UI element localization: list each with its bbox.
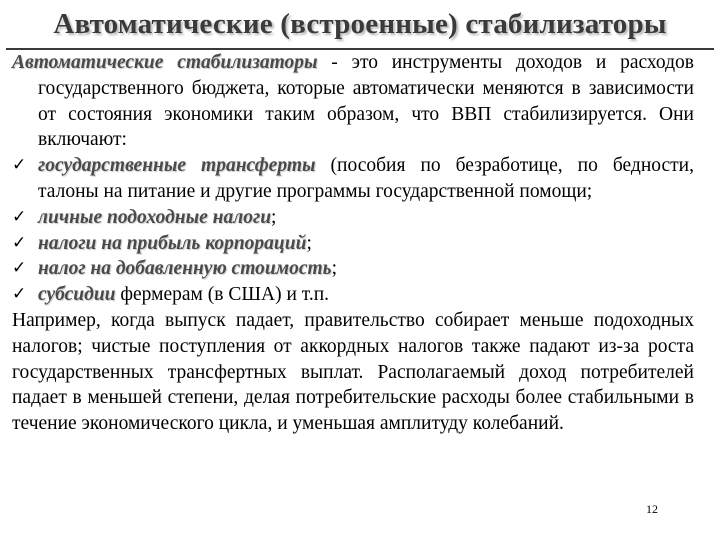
slide-title: Автоматические (встроенные) стабилизаторы	[53, 8, 667, 40]
intro-text: - это инструменты доходов и расходов государственного бюджета, которые автоматически меняются в зависимости от состояния экономики таким образом, что ВВП стабилизируется. Они включают:	[38, 52, 694, 151]
intro-paragraph	[12, 50, 694, 153]
slide-body	[12, 50, 694, 437]
list-item-term: субсидии	[38, 284, 116, 306]
list-item-term: налоги на прибыль корпораций	[38, 232, 307, 254]
checkmark-icon: ✓	[12, 258, 27, 279]
intro-term: Автоматические стабилизаторы	[12, 52, 318, 73]
checkmark-icon: ✓	[12, 155, 27, 176]
list-item-text: ;	[306, 232, 312, 254]
checkmark-icon: ✓	[12, 284, 27, 305]
list-item-term: налог на добавленную стоимость	[38, 258, 332, 280]
list-item	[12, 282, 694, 308]
checkmark-icon: ✓	[12, 232, 27, 253]
list-item	[12, 256, 694, 282]
list-item	[12, 231, 694, 257]
list-item-text: ;	[271, 206, 277, 228]
list-item-term: личные подоходные налоги	[38, 206, 272, 228]
list-item-text: ;	[331, 258, 337, 280]
list-item-text: фермерам (в США) и т.п.	[115, 284, 330, 306]
conclusion-paragraph: Например, когда выпуск падает, правительство собирает меньше подоходных налогов; чистые поступления от аккордных налогов также падают из-за роста государственных трансфертных выплат. Располагаемый доход потребителей падает в меньшей степени, делая потребительские расходы более стабильными в течение экономического цикла, и уменьшая амплитуду колебаний.	[12, 309, 694, 435]
list-item-text: (пособия по безработице, по бедности, талоны на питание и другие программы государственной помощи;	[38, 155, 694, 202]
checkmark-icon: ✓	[12, 206, 27, 227]
list-item	[12, 205, 694, 231]
list-item-term: государственные трансферты	[38, 155, 316, 177]
list-item	[12, 153, 694, 205]
page-number: 12	[646, 502, 658, 516]
